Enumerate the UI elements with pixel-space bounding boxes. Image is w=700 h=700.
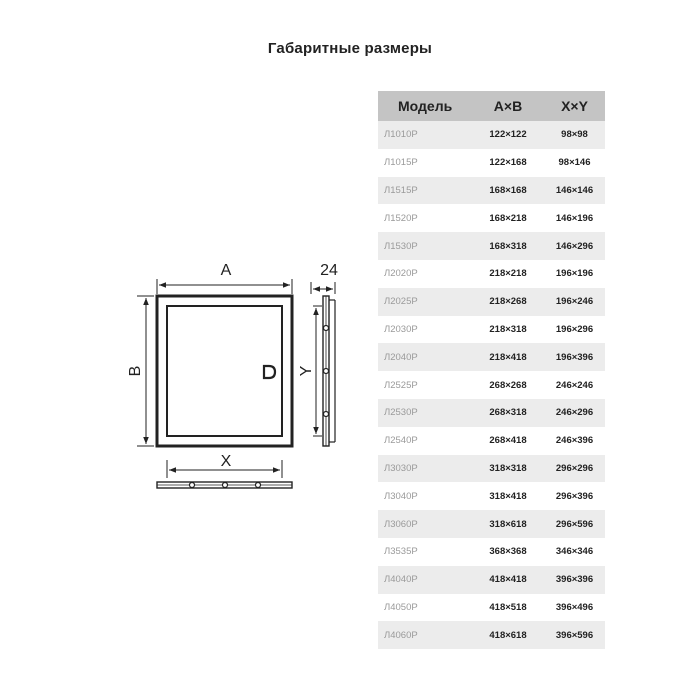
table-row [378, 260, 605, 288]
table-row [378, 566, 605, 594]
cell-ab: 122×122 [489, 129, 527, 141]
table-row [378, 482, 605, 510]
cell-xy: 296×296 [555, 462, 594, 474]
cell-model: Л1520Р [384, 212, 418, 224]
cell-ab: 318×418 [489, 490, 527, 502]
cell-model: Л1010Р [384, 129, 418, 141]
table-row [378, 316, 605, 344]
cell-ab: 418×418 [489, 574, 527, 586]
cell-xy: 196×396 [555, 351, 594, 363]
cell-xy: 296×596 [555, 518, 594, 530]
table-row [378, 399, 605, 427]
cell-ab: 218×418 [489, 351, 527, 363]
cell-xy: 246×396 [555, 435, 594, 447]
table-row [378, 288, 605, 316]
label-x: X [220, 453, 232, 470]
cell-ab: 418×518 [489, 601, 527, 613]
cell-xy: 146×146 [555, 184, 594, 196]
cell-xy: 246×296 [555, 407, 594, 419]
cell-model: Л2020Р [384, 268, 418, 280]
front-view [157, 296, 292, 446]
cell-model: Л4050Р [384, 601, 418, 613]
outer-frame [157, 296, 292, 446]
cell-ab: 418×618 [489, 629, 527, 641]
header-xy: X×Y [561, 98, 588, 114]
cell-model: Л2525Р [384, 379, 418, 391]
cell-ab: 168×218 [489, 212, 527, 224]
dimension-depth [311, 282, 335, 294]
table-row [378, 594, 605, 622]
table-row [378, 121, 605, 149]
cell-xy: 196×196 [555, 268, 594, 280]
cell-ab: 168×318 [489, 240, 527, 252]
table-header [378, 91, 605, 121]
cell-xy: 296×396 [555, 490, 594, 502]
cell-model: Л2530Р [384, 407, 418, 419]
cell-model: Л2025Р [384, 296, 418, 308]
cell-model: Л2040Р [384, 351, 418, 363]
cell-ab: 218×218 [489, 268, 527, 280]
cell-xy: 396×496 [555, 601, 594, 613]
table-row [378, 149, 605, 177]
cell-model: Л3060Р [384, 518, 418, 530]
table-row [378, 621, 605, 649]
table-row [378, 510, 605, 538]
table-row [378, 343, 605, 371]
cell-ab: 368×368 [489, 546, 527, 558]
cell-xy: 98×146 [558, 157, 591, 169]
cell-model: Л3535Р [384, 546, 418, 558]
label-a: A [220, 262, 232, 279]
side-section-view [323, 296, 335, 446]
table-row [378, 177, 605, 205]
bottom-section-view [157, 482, 292, 488]
cell-ab: 218×268 [489, 296, 527, 308]
cell-xy: 98×98 [561, 129, 588, 141]
cell-xy: 396×396 [555, 574, 594, 586]
table-row [378, 232, 605, 260]
page-title: Габаритные размеры [267, 40, 433, 57]
lock-icon [264, 366, 275, 378]
cell-model: Л1015Р [384, 157, 418, 169]
cell-xy: 346×346 [555, 546, 594, 558]
label-depth: 24 [320, 262, 338, 279]
cell-ab: 168×168 [489, 184, 527, 196]
table-row [378, 204, 605, 232]
cell-model: Л2540Р [384, 435, 418, 447]
cell-xy: 146×196 [555, 212, 594, 224]
cell-ab: 268×418 [489, 435, 527, 447]
cell-model: Л1515Р [384, 184, 418, 196]
cell-model: Л2030Р [384, 323, 418, 335]
header-ab: A×B [493, 98, 523, 114]
dimensions-table [378, 91, 605, 649]
table-row [378, 455, 605, 483]
cell-ab: 268×318 [489, 407, 527, 419]
dimension-a [157, 279, 292, 294]
cell-xy: 196×296 [555, 323, 594, 335]
cell-model: Л3040Р [384, 490, 418, 502]
cell-ab: 318×618 [489, 518, 527, 530]
cell-model: Л4060Р [384, 629, 418, 641]
cell-model: Л4040Р [384, 574, 418, 586]
cell-ab: 122×168 [489, 157, 527, 169]
table-row [378, 538, 605, 566]
table-row [378, 427, 605, 455]
header-model: Модель [398, 98, 453, 114]
table-row [378, 371, 605, 399]
cell-model: Л1530Р [384, 240, 418, 252]
cell-ab: 218×318 [489, 323, 527, 335]
cell-xy: 246×246 [555, 379, 594, 391]
cell-ab: 318×318 [489, 462, 527, 474]
cell-xy: 396×596 [555, 629, 594, 641]
cell-xy: 196×246 [555, 296, 594, 308]
cell-ab: 268×268 [489, 379, 527, 391]
cell-xy: 146×296 [555, 240, 594, 252]
cell-model: Л3030Р [384, 462, 418, 474]
label-b: B [127, 365, 144, 377]
label-y: Y [298, 365, 315, 377]
